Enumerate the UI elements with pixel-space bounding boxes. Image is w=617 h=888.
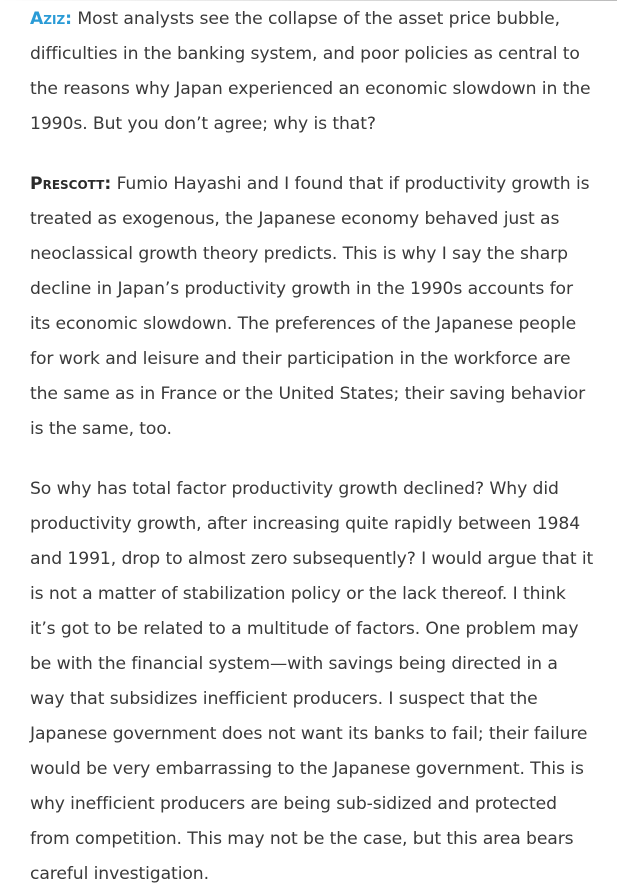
speaker-label-prescott: Prescott:: [30, 174, 112, 194]
question-text: Most analysts see the collapse of the asset price bubble, difficulties in the banking system, and poor policies as central to the reasons why Japan experienced an economic slowdown in the 1990s. But you don’t agree; why is that?: [30, 9, 591, 134]
speaker-label-aziz: Aziz:: [30, 9, 73, 29]
question-paragraph-aziz: [30, 2, 595, 142]
answer-paragraph-prescott: [30, 167, 595, 447]
answer-paragraph-continued: [30, 472, 595, 888]
top-edge-divider: [0, 0, 617, 1]
answer-text-second: So why has total factor productivity growth declined? Why did productivity growth, after increasing quite rapidly between 1984 and 1991, drop to almost zero subsequently? I would argue that it is not a matter of stabilization policy or the lack thereof. I think it’s got to be related to a multitude of factors. One problem may be with the financial system—with savings being directed in a way that subsidizes inefficient producers. I suspect that the Japanese government does not want its banks to fail; their failure would be very embarrassing to the Japanese government. This is why inefficient producers are being sub-sidized and protected from competition. This may not be the case, but this area bears careful investigation.: [30, 479, 594, 884]
answer-text-first: Fumio Hayashi and I found that if productivity growth is treated as exogenous, the Japanese economy behaved just as neoclassical growth theory predicts. This is why I say the sharp decline in Japan’s productivity growth in the 1990s accounts for its economic slowdown. The preferences of the Japanese people for work and leisure and their participation in the workforce are the same as in France or the United States; their saving behavior is the same, too.: [30, 174, 590, 439]
